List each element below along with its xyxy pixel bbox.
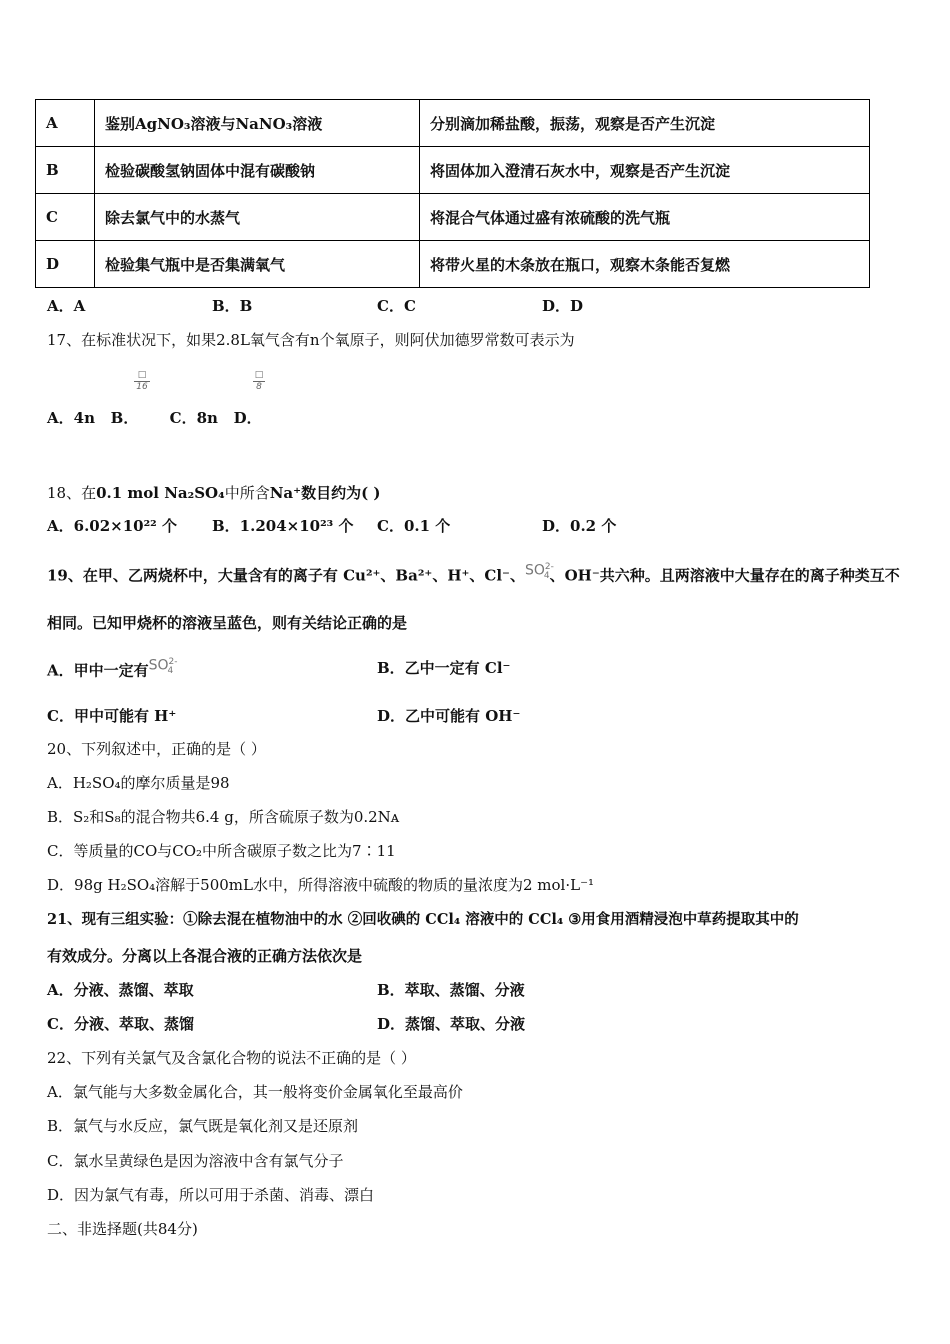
table-row xyxy=(36,147,870,194)
fraction-numerator: □ xyxy=(254,370,264,380)
q20-option-c: C．等质量的CO与CO₂中所含碳原子数之比为7∶11 xyxy=(47,842,396,860)
row-purpose: 检验碳酸氢钠固体中混有碳酸钠 xyxy=(95,147,420,194)
q18-stem-part: 中所含 xyxy=(224,484,270,502)
q19-line1-a: 19、在甲、乙两烧杯中，大量含有的离子有 Cu²⁺、Ba²⁺、H⁺、Cl⁻、 xyxy=(47,566,525,585)
fraction-denominator: 16 xyxy=(136,382,148,392)
row-label: B xyxy=(36,147,95,194)
q18-option-a: A．6.02×10²² 个 xyxy=(47,517,177,535)
q18-stem-part: 18、在 xyxy=(47,484,97,502)
q16-option-b: B．B xyxy=(212,297,253,315)
fraction-numerator: □ xyxy=(134,370,150,382)
q18-stem xyxy=(47,482,380,503)
q16-option-c: C．C xyxy=(377,297,416,315)
row-method: 将混合气体通过盛有浓硫酸的洗气瓶 xyxy=(420,194,870,241)
q17-options: A．4n B． C．8n D． xyxy=(47,409,262,427)
q21-option-b: B．萃取、蒸馏、分液 xyxy=(377,981,525,999)
q22-option-a: A．氯气能与大多数金属化合，其一般将变价金属氧化至最高价 xyxy=(47,1083,463,1101)
q19-option-d: D．乙中可能有 OH⁻ xyxy=(377,707,521,725)
q18-option-b: B．1.204×10²³ 个 xyxy=(212,517,354,535)
q17-fraction-1 xyxy=(134,370,150,393)
q20-option-b: B．S₂和S₈的混合物共6.4 g，所含硫原子数为0.2Nᴀ xyxy=(47,808,400,826)
table-row xyxy=(36,100,870,147)
q20-option-d: D．98g H₂SO₄溶解于500mL水中，所得溶液中硫酸的物质的量浓度为2 mol·L⁻¹ xyxy=(47,876,595,894)
q17-stem: 17、在标准状况下，如果2.8L氧气含有n个氧原子，则阿伏加德罗常数可表示为 xyxy=(47,331,575,349)
q16-option-a: A．A xyxy=(47,297,86,315)
q18-option-c: C．0.1 个 xyxy=(377,517,451,535)
row-label: C xyxy=(36,194,95,241)
q19-line1 xyxy=(47,562,900,586)
q18-option-d: D．0.2 个 xyxy=(542,517,617,535)
q18-stem-ion: Na⁺ xyxy=(269,484,302,502)
q19-option-a xyxy=(47,657,178,681)
sulfate-subscript: 4 xyxy=(543,571,550,582)
q16-option-d: D．D xyxy=(542,297,584,315)
sulfate-base: SO xyxy=(148,657,169,674)
row-label: D xyxy=(36,241,95,288)
q21-line2: 有效成分。分离以上各混合液的正确方法依次是 xyxy=(47,947,363,965)
q21-option-a: A．分液、蒸馏、萃取 xyxy=(47,981,194,999)
sulfate-ion xyxy=(524,562,554,582)
sulfate-charge: 2- xyxy=(168,657,178,667)
fraction-denominator: 8 xyxy=(256,382,262,392)
q22-option-b: B．氯气与水反应，氯气既是氧化剂又是还原剂 xyxy=(47,1117,359,1135)
row-method: 分别滴加稀盐酸，振荡，观察是否产生沉淀 xyxy=(420,100,870,147)
row-method: 将带火星的木条放在瓶口，观察木条能否复燃 xyxy=(420,241,870,288)
q20-option-a: A．H₂SO₄的摩尔质量是98 xyxy=(47,774,230,792)
q19-option-a-text: A．甲中一定有 xyxy=(47,661,149,680)
q21-line1: 21、现有三组实验：①除去混在植物油中的水 ②回收碘的 CCl₄ 溶液中的 CCl₄ ③用食用酒精浸泡中草药提取其中的 xyxy=(47,911,799,928)
row-purpose: 鉴别AgNO₃溶液与NaNO₃溶液 xyxy=(95,100,420,147)
row-purpose: 检验集气瓶中是否集满氧气 xyxy=(95,241,420,288)
q17-fraction-2 xyxy=(253,370,265,393)
table-row xyxy=(36,194,870,241)
q19-line2: 相同。已知甲烧杯的溶液呈蓝色，则有关结论正确的是 xyxy=(47,614,408,632)
q19-line1-b: 、OH⁻共六种。且两溶液中大量存在的离子种类互不 xyxy=(549,566,900,585)
q22-stem: 22、下列有关氯气及含氯化合物的说法不正确的是（ ） xyxy=(47,1049,416,1067)
table-row xyxy=(36,241,870,288)
row-label: A xyxy=(36,100,95,147)
sulfate-charge: 2- xyxy=(544,562,554,572)
sulfate-base: SO xyxy=(524,562,545,579)
row-purpose: 除去氯气中的水蒸气 xyxy=(95,194,420,241)
experiment-table xyxy=(35,99,870,288)
section-heading: 二、非选择题(共84分) xyxy=(47,1220,198,1238)
q18-stem-formula: 0.1 mol Na₂SO₄ xyxy=(96,484,225,502)
q19-option-b: B．乙中一定有 Cl⁻ xyxy=(377,659,511,677)
q20-stem: 20、下列叙述中，正确的是（ ） xyxy=(47,740,266,758)
row-method: 将固体加入澄清石灰水中，观察是否产生沉淀 xyxy=(420,147,870,194)
q22-option-c: C．氯水呈黄绿色是因为溶液中含有氯气分子 xyxy=(47,1152,344,1170)
sulfate-subscript: 4 xyxy=(167,666,174,677)
q21-option-d: D．蒸馏、萃取、分液 xyxy=(377,1015,526,1033)
q19-option-c: C．甲中可能有 H⁺ xyxy=(47,707,177,725)
q21-option-c: C．分液、萃取、蒸馏 xyxy=(47,1015,194,1033)
q18-stem-part: 数目约为( ) xyxy=(301,484,381,502)
q22-option-d: D．因为氯气有毒，所以可用于杀菌、消毒、漂白 xyxy=(47,1186,375,1204)
sulfate-ion xyxy=(148,657,178,677)
